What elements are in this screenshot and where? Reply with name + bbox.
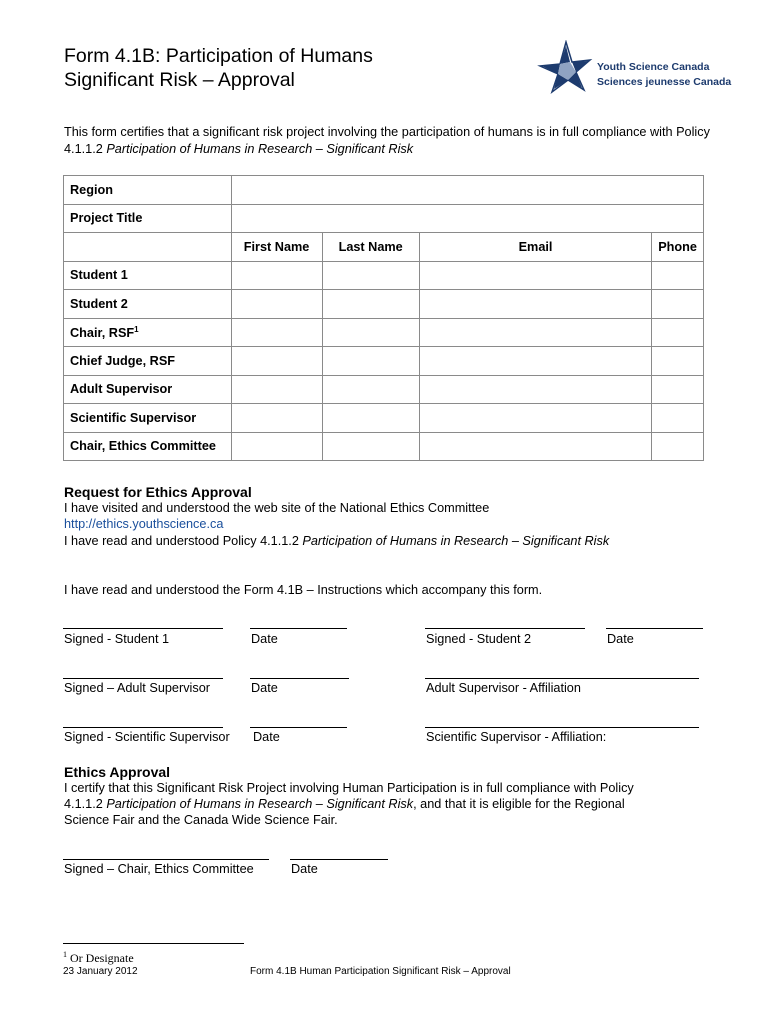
row-label-adult-supervisor: Adult Supervisor xyxy=(64,375,232,404)
row-label-chief-judge: Chief Judge, RSF xyxy=(64,347,232,376)
footnote-text: Or Designate xyxy=(67,951,134,965)
date-line-2[interactable] xyxy=(606,628,703,629)
ethics-line-2-rest: , and that it is eligible for the Regional xyxy=(413,797,625,811)
phone-field[interactable] xyxy=(652,290,704,319)
last-name-field[interactable] xyxy=(322,347,419,376)
ethics-policy-title: Participation of Humans in Research – Significant Risk xyxy=(106,797,414,811)
first-name-field[interactable] xyxy=(231,432,322,461)
request-line-3-text: I have read and understood Policy 4.1.1.2 xyxy=(64,534,303,548)
phone-field[interactable] xyxy=(652,404,704,433)
signed-student-2-label: Signed - Student 2 xyxy=(426,632,532,646)
phone-field[interactable] xyxy=(652,318,704,347)
signed-chair-ethics-label: Signed – Chair, Ethics Committee xyxy=(64,862,254,876)
signed-scientific-label: Signed - Scientific Supervisor xyxy=(64,730,230,744)
signature-line-student-2[interactable] xyxy=(425,628,585,629)
date-label-1: Date xyxy=(251,632,278,646)
title-line-1: Form 4.1B: Participation of Humans xyxy=(64,45,373,67)
project-title-field[interactable] xyxy=(231,204,703,233)
email-field[interactable] xyxy=(419,290,651,319)
logo-wordmark xyxy=(597,60,731,90)
logo-line-1: Youth Science Canada xyxy=(597,61,710,73)
ethics-line-2 xyxy=(64,796,625,813)
date-label-3: Date xyxy=(251,681,278,695)
page-title xyxy=(64,44,373,92)
row-label-student-2: Student 2 xyxy=(64,290,232,319)
header-empty-cell xyxy=(64,233,232,262)
signature-line-chair-ethics[interactable] xyxy=(63,859,269,860)
project-title-label: Project Title xyxy=(64,204,232,233)
email-field[interactable] xyxy=(419,432,651,461)
adult-affiliation-label: Adult Supervisor - Affiliation xyxy=(426,681,581,695)
table-row xyxy=(64,404,704,433)
col-email: Email xyxy=(419,233,651,262)
first-name-field[interactable] xyxy=(231,318,322,347)
email-field[interactable] xyxy=(419,375,651,404)
col-phone: Phone xyxy=(652,233,704,262)
region-field[interactable] xyxy=(231,176,703,205)
first-name-field[interactable] xyxy=(231,375,322,404)
last-name-field[interactable] xyxy=(322,432,419,461)
date-label-5: Date xyxy=(291,862,318,876)
scientific-affiliation-label: Scientific Supervisor - Affiliation: xyxy=(426,730,607,744)
title-line-2: Significant Risk – Approval xyxy=(64,69,295,91)
signed-student-1-label: Signed - Student 1 xyxy=(64,632,170,646)
table-row xyxy=(64,290,704,319)
ethics-website-link[interactable]: http://ethics.youthscience.ca xyxy=(64,517,224,531)
last-name-field[interactable] xyxy=(322,318,419,347)
date-line-1[interactable] xyxy=(250,628,347,629)
ethics-line-1: I certify that this Significant Risk Project involving Human Participation is in full compliance with Policy xyxy=(64,781,634,795)
table-row xyxy=(64,432,704,461)
participants-table xyxy=(63,175,704,461)
ethics-line-3: Science Fair and the Canada Wide Science Fair. xyxy=(64,813,338,827)
phone-field[interactable] xyxy=(652,261,704,290)
signature-line-student-1[interactable] xyxy=(63,628,223,629)
intro-paragraph xyxy=(64,124,714,158)
phone-field[interactable] xyxy=(652,432,704,461)
last-name-field[interactable] xyxy=(322,290,419,319)
date-line-3[interactable] xyxy=(250,678,349,679)
table-row xyxy=(64,318,704,347)
phone-field[interactable] xyxy=(652,347,704,376)
affiliation-line-scientific[interactable] xyxy=(425,727,699,728)
request-line-1: I have visited and understood the web site of the National Ethics Committee xyxy=(64,501,490,515)
footnote xyxy=(63,950,134,966)
date-label-2: Date xyxy=(607,632,634,646)
row-label-student-1: Student 1 xyxy=(64,261,232,290)
chair-rsf-text: Chair, RSF xyxy=(70,325,135,340)
table-row xyxy=(64,347,704,376)
first-name-field[interactable] xyxy=(231,404,322,433)
first-name-field[interactable] xyxy=(231,261,322,290)
footer-title: Form 4.1B Human Participation Significant Risk – Approval xyxy=(250,966,511,977)
intro-policy-title: Participation of Humans in Research – Significant Risk xyxy=(106,142,414,156)
request-line-4: I have read and understood the Form 4.1B – Instructions which accompany this form. xyxy=(64,583,543,597)
email-field[interactable] xyxy=(419,261,651,290)
footer-date: 23 January 2012 xyxy=(63,966,138,977)
logo-line-2: Sciences jeunesse Canada xyxy=(597,76,732,88)
email-field[interactable] xyxy=(419,404,651,433)
table-row xyxy=(64,261,704,290)
email-field[interactable] xyxy=(419,347,651,376)
table-row xyxy=(64,375,704,404)
footnote-divider xyxy=(63,943,244,944)
col-last-name: Last Name xyxy=(322,233,419,262)
last-name-field[interactable] xyxy=(322,261,419,290)
request-line-3 xyxy=(64,533,609,550)
ethics-policy-number: 4.1.1.2 xyxy=(64,797,107,811)
date-label-4: Date xyxy=(253,730,280,744)
row-label-chair-ethics: Chair, Ethics Committee xyxy=(64,432,232,461)
signature-line-adult-supervisor[interactable] xyxy=(63,678,223,679)
intro-text: This form certifies that a significant risk project involving the participation of humans is in full compliance with Policy 4.1.1.2 xyxy=(64,125,710,156)
first-name-field[interactable] xyxy=(231,347,322,376)
request-policy-title: Participation of Humans in Research – Significant Risk xyxy=(302,534,610,548)
affiliation-line-adult[interactable] xyxy=(425,678,699,679)
phone-field[interactable] xyxy=(652,375,704,404)
row-label-chair-rsf xyxy=(64,318,232,347)
row-label-scientific-supervisor: Scientific Supervisor xyxy=(64,404,232,433)
table-header-row xyxy=(64,233,704,262)
date-line-4[interactable] xyxy=(250,727,347,728)
ethics-heading: Ethics Approval xyxy=(64,764,171,780)
signed-adult-label: Signed – Adult Supervisor xyxy=(64,681,210,695)
first-name-field[interactable] xyxy=(231,290,322,319)
table-row-project-title xyxy=(64,204,704,233)
request-heading: Request for Ethics Approval xyxy=(64,484,252,500)
last-name-field[interactable] xyxy=(322,404,419,433)
date-line-5[interactable] xyxy=(290,859,388,860)
footnote-ref: 1 xyxy=(134,324,139,334)
last-name-field[interactable] xyxy=(322,375,419,404)
table-row-region xyxy=(64,176,704,205)
email-field[interactable] xyxy=(419,318,651,347)
col-first-name: First Name xyxy=(231,233,322,262)
region-label: Region xyxy=(64,176,232,205)
signature-line-scientific-supervisor[interactable] xyxy=(63,727,223,728)
footnote-mark: 1 xyxy=(63,950,67,959)
